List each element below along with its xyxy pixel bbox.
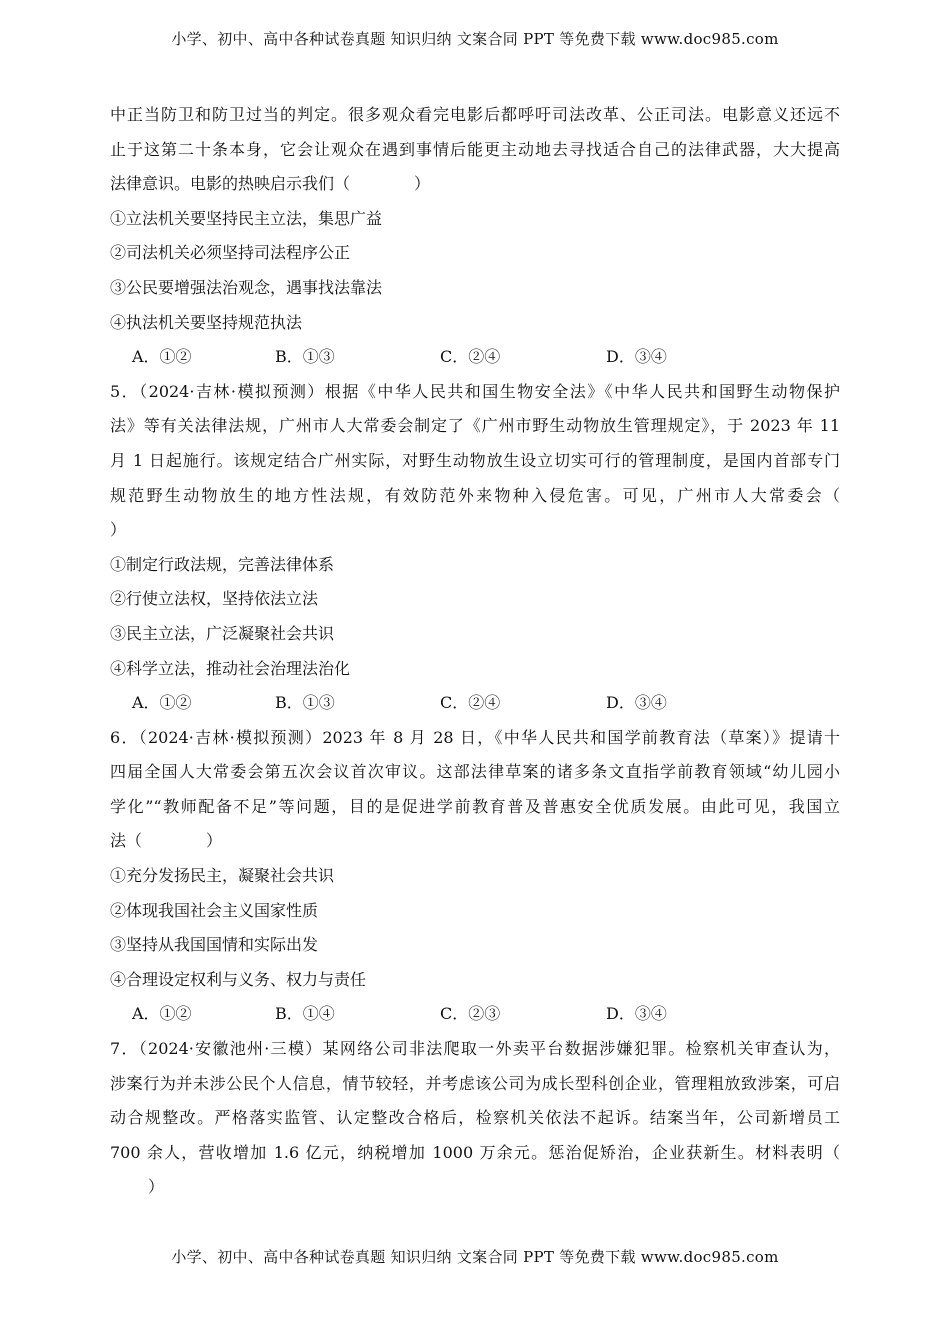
option-c: C．②④ (440, 693, 501, 713)
option-b: B．①③ (275, 693, 335, 713)
document-body (110, 98, 840, 1205)
question-5-line: 5．（2024·吉林·模拟预测）根据《中华人民共和国生物安全法》《中华人民共和国野生动物保护 (110, 381, 840, 401)
question-4-options (110, 340, 840, 375)
question-4-item: ①立法机关要坚持民主立法，集思广益 (110, 208, 383, 228)
question-7-line: 7．（2024·安徽池州·三模）某网络公司非法爬取一外卖平台数据涉嫌犯罪。检察机关审查认为， (110, 1039, 840, 1059)
question-5 (110, 375, 840, 721)
question-4-item: ④执法机关要坚持规范执法 (110, 312, 303, 332)
question-6-options (110, 997, 840, 1032)
question-6 (110, 721, 840, 1032)
question-7 (110, 1032, 840, 1205)
question-5-item: ②行使立法权，坚持依法立法 (110, 589, 319, 609)
question-4-item: ②司法机关必须坚持司法程序公正 (110, 243, 351, 263)
question-5-item: ④科学立法，推动社会治理法治化 (110, 658, 351, 678)
question-4-line: 中正当防卫和防卫过当的判定。很多观众看完电影后都呼吁司法改革、公正司法。电影意义还远不 (110, 105, 840, 124)
question-6-item: ②体现我国社会主义国家性质 (110, 900, 319, 920)
option-d: D．③④ (606, 347, 667, 367)
question-5-item: ③民主立法，广泛凝聚社会共识 (110, 623, 335, 643)
question-4-continuation (110, 98, 840, 375)
option-a: A．①② (132, 347, 192, 367)
question-7-line: 涉案行为并未涉公民个人信息，情节较轻，并考虑该公司为成长型科创企业，管理粗放致涉案，可启 (110, 1073, 840, 1093)
question-4-line: 法律意识。电影的热映启示我们（ ） (110, 174, 431, 194)
option-d: D．③④ (606, 1004, 667, 1024)
option-a: A．①② (132, 1004, 192, 1024)
option-c: C．②③ (440, 1004, 501, 1024)
option-c: C．②④ (440, 347, 501, 367)
question-6-line: 法（ ） (110, 831, 223, 851)
question-6-item: ①充分发扬民主，凝聚社会共识 (110, 866, 335, 886)
question-5-line: ） (110, 520, 127, 540)
question-6-line: 学化”“教师配备不足”等问题，目的是促进学前教育普及普惠安全优质发展。由此可见，我国立 (110, 796, 840, 816)
page-header: 小学、初中、高中各种试卷真题 知识归纳 文案合同 PPT 等免费下载 www.doc985.com (171, 30, 779, 48)
question-6-line: 6．（2024·吉林·模拟预测）2023 年 8 月 28 日，《中华人民共和国学前教育法（草案）》提请十 (110, 727, 840, 747)
question-6-item: ④合理设定权利与义务、权力与责任 (110, 969, 367, 989)
question-5-options (110, 686, 840, 721)
option-b: B．①④ (275, 1004, 335, 1024)
question-5-line: 规范野生动物放生的地方性法规，有效防范外来物种入侵危害。可见，广州市人大常委会（ (110, 485, 840, 505)
question-4-item: ③公民要增强法治观念，遇事找法靠法 (110, 277, 383, 297)
question-4-line: 止于这第二十条本身，它会让观众在遇到事情后能更主动地去寻找适合自己的法律武器，大大提高 (110, 139, 840, 159)
page-footer: 小学、初中、高中各种试卷真题 知识归纳 文案合同 PPT 等免费下载 www.doc985.com (171, 1248, 779, 1266)
question-6-item: ③坚持从我国国情和实际出发 (110, 935, 319, 955)
question-6-line: 四届全国人大常委会第五次会议首次审议。这部法律草案的诸多条文直指学前教育领域“幼儿园小 (110, 762, 840, 782)
question-7-line: 动合规整改。严格落实监管、认定整改合格后，检察机关依法不起诉。结案当年，公司新增员工 (110, 1108, 840, 1128)
option-d: D．③④ (606, 693, 667, 713)
question-7-line: 700 余人，营收增加 1.6 亿元，纳税增加 1000 万余元。惩治促矫治，企业获新生。材料表明（ (110, 1142, 840, 1162)
question-7-line: ） (132, 1177, 165, 1197)
question-5-line: 法》等有关法律法规，广州市人大常委会制定了《广州市野生动物放生管理规定》，于 2023 年 11 (110, 416, 840, 436)
option-b: B．①③ (275, 347, 335, 367)
option-a: A．①② (132, 693, 192, 713)
question-5-line: 月 1 日起施行。该规定结合广州实际，对野生动物放生设立切实可行的管理制度，是国内首部专门 (110, 450, 840, 470)
question-5-item: ①制定行政法规，完善法律体系 (110, 554, 335, 574)
